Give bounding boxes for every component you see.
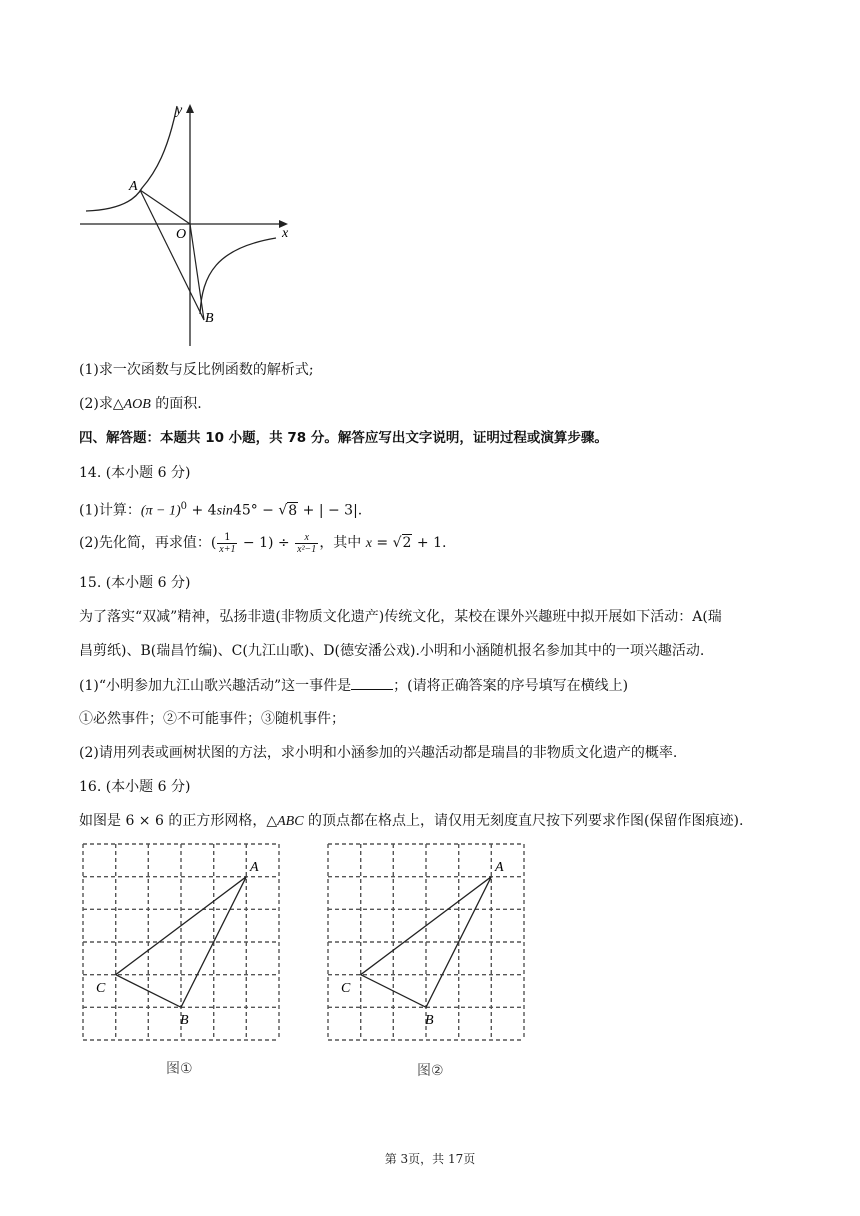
q14-part2-x: x — [365, 536, 372, 551]
q14-part2-end: + 1. — [412, 535, 447, 551]
q14-frac1-num: 1 — [217, 532, 237, 544]
grid2-label-B: B — [425, 1013, 434, 1028]
q15-part2: (2)请用列表或画树状图的方法，求小明和小涵参加的兴趣活动都是瑞昌的非物质文化遗产的概率. — [79, 745, 678, 761]
section4-heading: 四、解答题：本题共 10 小题，共 78 分。解答应写出文字说明，证明过程或演算步骤。 — [79, 430, 608, 446]
y-axis-arrow-icon — [186, 104, 194, 113]
label-y: y — [176, 103, 183, 118]
q14-exp: 0 — [180, 501, 188, 512]
q15-options: ①必然事件；②不可能事件；③随机事件； — [79, 711, 345, 727]
q14-header: 14. (本小题 6 分) — [79, 465, 191, 481]
q14-expr-a: (π − 1) — [140, 503, 181, 519]
grid2-label-A: A — [495, 860, 504, 875]
answer-blank[interactable] — [351, 675, 393, 690]
q14-sin: sin — [216, 503, 233, 519]
q15-line1: 为了落实“双减”精神，弘扬非遗(非物质文化遗产)传统文化，某校在课外兴趣班中拟开展如下活动：A(瑞 — [79, 609, 722, 625]
q14-frac2-den: x²−1 — [297, 543, 317, 555]
q13-part1: (1)求一次函数与反比例函数的解析式; — [79, 362, 314, 378]
q13-part2-var: AOB — [123, 397, 151, 412]
q14-frac1 — [217, 532, 237, 555]
q16-header: 16. (本小题 6 分) — [79, 779, 191, 795]
q14-expr-c: 45° − — [232, 502, 279, 519]
q14-sqrt: 8 — [288, 502, 298, 519]
grid1-caption: 图① — [166, 1061, 193, 1077]
grid1-label-C: C — [96, 981, 106, 996]
q14-frac2-num: x — [295, 532, 318, 544]
q14-part2-prefix: (2)先化简，再求值：( — [79, 535, 217, 551]
grid1-label-B: B — [180, 1013, 189, 1028]
q14-part2: (2)先化简，再求值：( $\frac{1}{x+1}$ − 1) ÷ $\frac{x}{\text{x²−1}}$ ，其中 x = √2 + 1. — [79, 531, 447, 555]
q16-text-a: 如图是 6 × 6 的正方形网格，△ — [79, 813, 278, 829]
grid-figure-2 — [316, 838, 536, 1048]
q15-header: 15. (本小题 6 分) — [79, 575, 191, 591]
grid2-label-C: C — [341, 981, 351, 996]
q15-line2: 昌剪纸)、B(瑞昌竹编)、C(九江山歌)、D(德安潘公戏).小明和小涵随机报名参加其中的一项兴趣活动. — [79, 643, 705, 659]
q14-part2-where: ，其中 — [319, 535, 366, 551]
grid-figure-1 — [70, 838, 290, 1048]
q14-part1: (1)计算：$(\pi - 1)^0 + 4\sin 45^\circ - √8$ + | − 3|. — [79, 501, 363, 519]
q14-expr-d: + | − 3|. — [298, 502, 363, 519]
q14-part1-prefix: (1)计算： — [79, 502, 141, 519]
q16-text — [79, 811, 743, 832]
q13-part2 — [79, 394, 202, 415]
label-B: B — [205, 311, 214, 326]
q16-text-var: ABC — [277, 814, 304, 829]
label-O: O — [176, 227, 187, 242]
q15-part1-a: (1)“小明参加九江山歌兴趣活动”这一事件是 — [79, 678, 352, 694]
label-x: x — [282, 226, 289, 241]
q14-part2-sqrt: 2 — [402, 535, 412, 551]
q15-part1-b: ；(请将正确答案的序号填写在横线上) — [393, 678, 629, 694]
line-AO — [140, 190, 190, 224]
label-A: A — [129, 179, 138, 194]
q14-frac2 — [295, 532, 318, 555]
q14-part2-eq: = — [371, 535, 393, 551]
page-footer: 第 3页，共 17页 — [384, 1152, 476, 1166]
function-graph — [76, 100, 296, 350]
hyperbola-branch-right — [200, 238, 276, 314]
hyperbola-branch-left — [86, 106, 177, 211]
q13-part2-suffix: 的面积. — [150, 396, 202, 412]
q14-expr-b: + 4 — [187, 502, 217, 519]
q14-frac1-den: x+1 — [219, 543, 236, 555]
q14-part2-mid: − 1) ÷ — [238, 535, 295, 551]
grid2-caption: 图② — [417, 1063, 444, 1079]
q16-text-b: 的顶点都在格点上，请仅用无刻度直尺按下列要求作图(保留作图痕迹). — [303, 813, 744, 829]
grid1-label-A: A — [250, 860, 259, 875]
q13-part2-prefix: (2)求△ — [79, 396, 124, 412]
q15-part1 — [79, 675, 628, 696]
